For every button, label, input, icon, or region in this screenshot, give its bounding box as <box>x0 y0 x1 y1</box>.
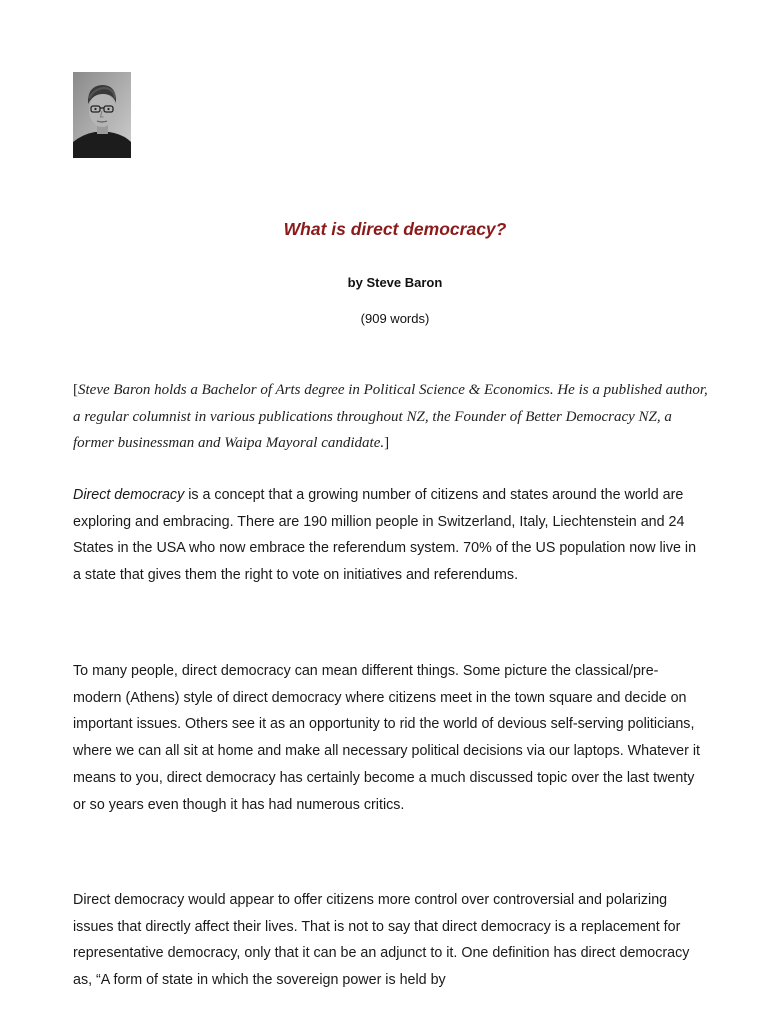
paragraph-3: Direct democracy would appear to offer citizens more control over controversial and polarizing issues that directly affect their lives. That is not to say that direct democracy is a replacement for representative democracy, only that it can be an adjunct to it. One definition has direct democracy as, “A form of state in which the sovereign power is held by <box>73 892 690 989</box>
word-count: (909 words) <box>360 311 430 326</box>
article-byline: by Steve Baron <box>347 275 443 290</box>
author-bio <box>73 377 713 457</box>
bio-open-bracket: [ <box>73 382 78 398</box>
paragraph-1-lead: Direct democracy <box>73 487 185 503</box>
bio-text: Steve Baron holds a Bachelor of Arts degree in Political Science & Economics. He is a published author, a regular columnist in various publications throughout NZ, the Founder of Better Democracy NZ, a former businessman and Waipa Mayoral candidate. <box>73 382 708 451</box>
article-title: What is direct democracy? <box>283 219 507 239</box>
author-photo <box>73 72 131 158</box>
bio-close-bracket: ] <box>384 435 390 451</box>
paragraph-2: To many people, direct democracy can mean different things. Some picture the classical/pre-modern (Athens) style of direct democracy where citizens meet in the town square and decide on important issues. Others see it as an opportunity to rid the world of devious self-serving politicians, where we can all sit at home and make all necessary political decisions via our laptops. Whatever it means to you, direct democracy has certainly become a much discussed topic over the last twenty or so years even though it has had numerous critics. <box>73 663 700 813</box>
paragraph-1 <box>73 482 703 589</box>
paragraph-1-text: is a concept that a growing number of citizens and states around the world are exploring and embracing. There are 190 million people in Switzerland, Italy, Liechtenstein and 24 States in the USA who now embrace the referendum system. 70% of the US population now live in a state that gives them the right to vote on initiatives and referendums. <box>73 487 697 584</box>
